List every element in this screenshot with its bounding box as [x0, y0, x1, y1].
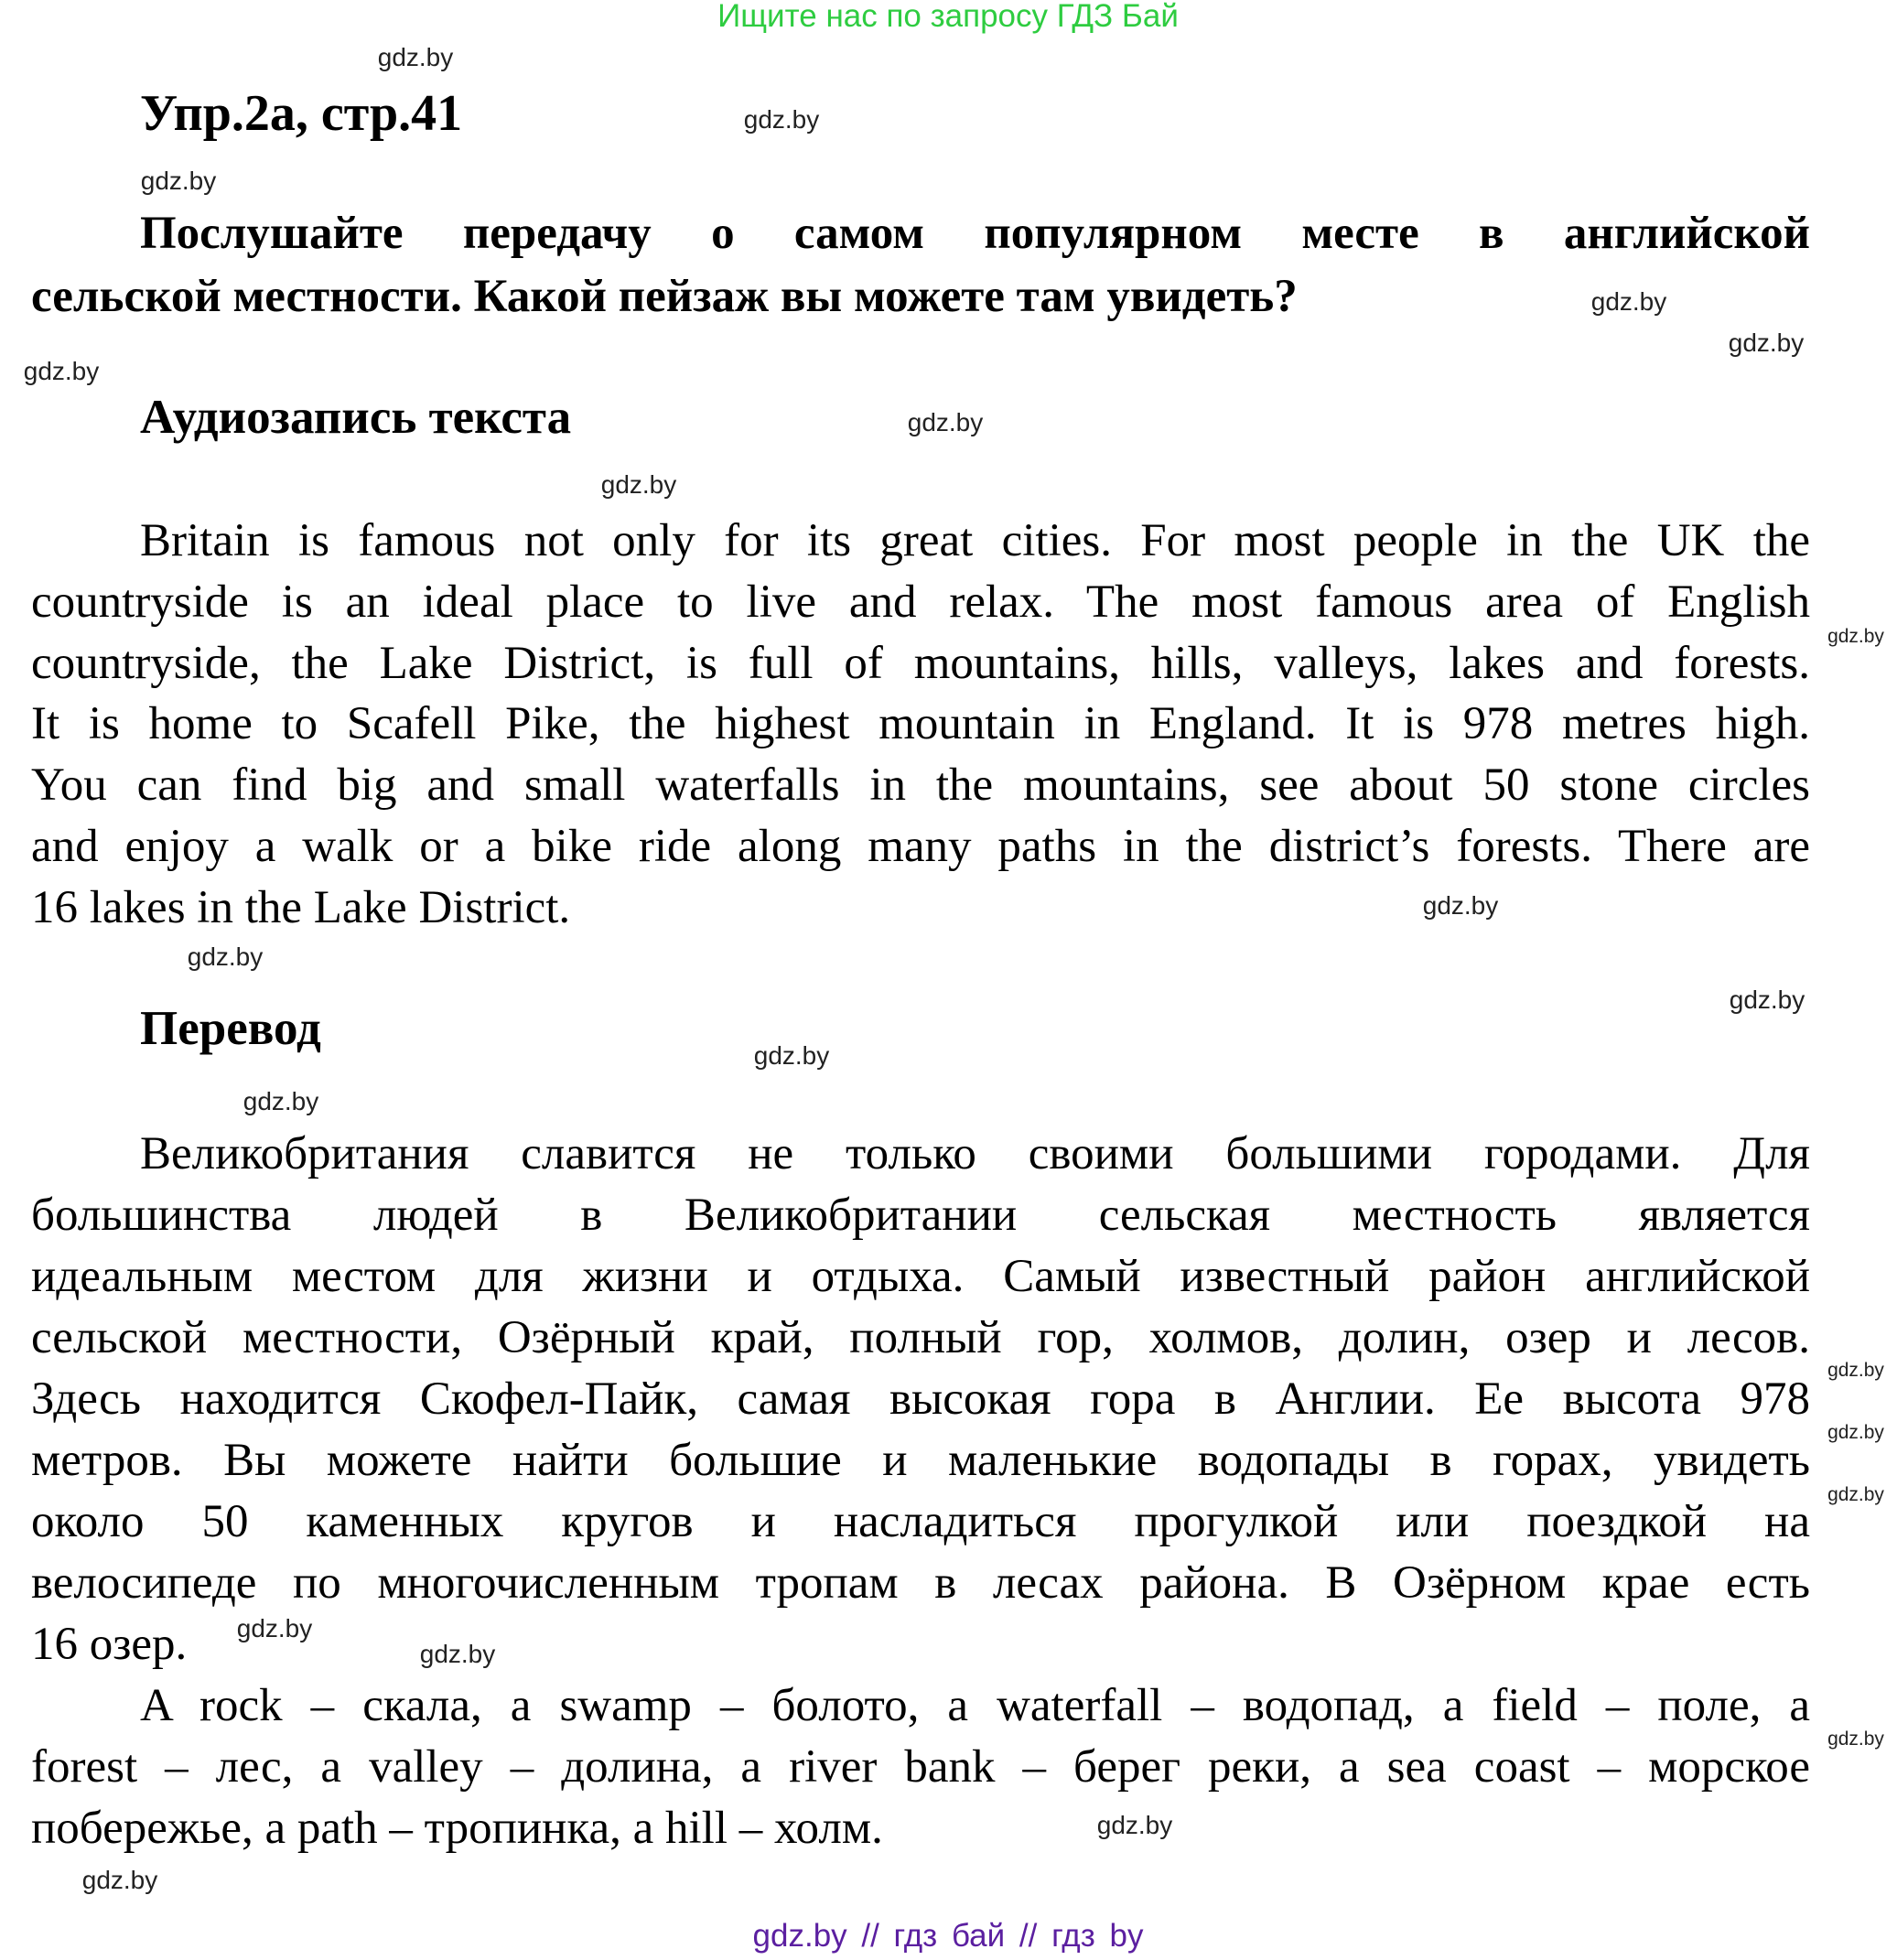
- russian-line: идеальным местом для жизни и отдыха. Самый известный район английской: [31, 1251, 1810, 1302]
- watermark: gdz.by: [236, 1614, 313, 1642]
- watermark: gdz.by: [1729, 985, 1805, 1014]
- watermark: gdz.by: [419, 1640, 496, 1668]
- russian-line: 16 озер.: [31, 1619, 188, 1670]
- watermark: gdz.by: [1827, 1360, 1884, 1381]
- russian-line: Здесь находится Скофел-Пайк, самая высокая гора в Англии. Ее высота 978: [31, 1373, 1810, 1425]
- russian-line: большинства людей в Великобритании сельская местность является: [31, 1190, 1810, 1241]
- vocab-line: forest – лес, a valley – долина, a river bank – берег реки, a sea coast – морское: [31, 1741, 1810, 1793]
- watermark: gdz.by: [377, 43, 454, 71]
- task-line: Послушайте передачу о самом популярном месте в английской: [140, 208, 1810, 259]
- vocab-line: A rock – скала, a swamp – болото, a waterfall – водопад, a field – поле, a: [140, 1680, 1810, 1731]
- watermark: gdz.by: [23, 357, 100, 385]
- exercise-title: Упр.2а, стр.41: [140, 85, 463, 142]
- english-line: You can find big and small waterfalls in the mountains, see about 50 stone circles: [31, 759, 1810, 811]
- watermark: gdz.by: [753, 1041, 830, 1070]
- russian-line: около 50 каменных кругов и насладиться прогулкой или поездкой на: [31, 1496, 1810, 1547]
- watermark: gdz.by: [1827, 1422, 1884, 1443]
- translation-heading: Перевод: [140, 1002, 321, 1055]
- vocab-line: побережье, a path – тропинка, a hill – холм.: [31, 1803, 883, 1854]
- russian-line: велосипеде по многочисленным тропам в лесах района. В Озёрном крае есть: [31, 1557, 1810, 1609]
- watermark: gdz.by: [743, 105, 820, 134]
- watermark: gdz.by: [1827, 1728, 1884, 1750]
- watermark: gdz.by: [600, 470, 677, 499]
- watermark: gdz.by: [140, 167, 217, 195]
- english-line: countryside is an ideal place to live and relax. The most famous area of English: [31, 576, 1810, 628]
- watermark: gdz.by: [187, 942, 264, 971]
- english-line: 16 lakes in the Lake District.: [31, 882, 571, 933]
- russian-line: сельской местности, Озёрный край, полный гор, холмов, долин, озер и лесов.: [31, 1312, 1810, 1363]
- english-line: It is home to Scafell Pike, the highest mountain in England. It is 978 metres high.: [31, 698, 1810, 749]
- audio-heading: Аудиозапись текста: [140, 391, 572, 444]
- footer-links: gdz.by // гдз бай // гдз by: [752, 1918, 1144, 1954]
- russian-line: Великобритания славится не только своими большими городами. Для: [140, 1128, 1810, 1179]
- english-line: countryside, the Lake District, is full of mountains, hills, valleys, lakes and forests.: [31, 638, 1810, 689]
- english-line: Britain is famous not only for its great cities. For most people in the UK the: [140, 515, 1810, 566]
- watermark: gdz.by: [1590, 287, 1667, 316]
- watermark: gdz.by: [1422, 891, 1499, 920]
- watermark: gdz.by: [1827, 626, 1884, 647]
- russian-line: метров. Вы можете найти большие и маленькие водопады в горах, увидеть: [31, 1435, 1810, 1486]
- english-line: and enjoy a walk or a bike ride along many paths in the district’s forests. There are: [31, 821, 1810, 872]
- watermark: gdz.by: [81, 1866, 158, 1894]
- watermark: gdz.by: [1096, 1811, 1173, 1839]
- watermark: gdz.by: [1827, 1484, 1884, 1505]
- task-line: сельской местности. Какой пейзаж вы можете там увидеть?: [31, 271, 1298, 322]
- watermark: gdz.by: [243, 1087, 319, 1115]
- watermark: gdz.by: [1728, 328, 1805, 357]
- search-banner: Ищите нас по запросу ГДЗ Бай: [717, 0, 1179, 34]
- watermark: gdz.by: [907, 408, 984, 436]
